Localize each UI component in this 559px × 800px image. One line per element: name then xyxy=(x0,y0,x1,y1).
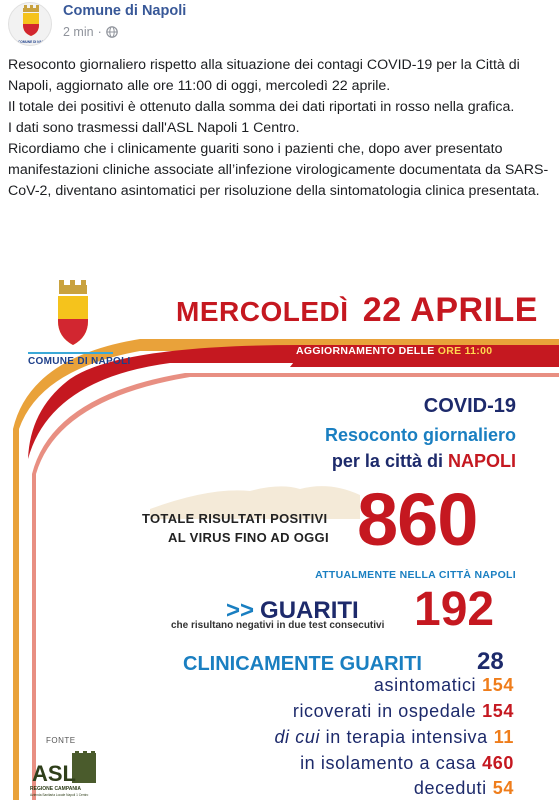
comune-logo xyxy=(38,279,108,356)
infographic-date xyxy=(176,291,538,330)
covid-infographic[interactable] xyxy=(0,259,559,800)
stat-row-asintomatici xyxy=(374,675,514,696)
logo-caption: COMUNE DI NAPOLI xyxy=(28,356,131,367)
asl-name: ASL xyxy=(32,761,76,786)
post-paragraph: Ricordiamo che i clinicamente guariti sono i pazienti che, dopo aver presentato manifestazioni cliniche associate all’infezione virologicamente documentata da SARS-CoV-2, diventano asintomatici per risoluzione della sintomatologia clinica presentata. xyxy=(8,141,549,199)
double-chevron-icon: >> xyxy=(226,597,255,624)
report-subtitle xyxy=(332,451,516,472)
update-prefix: AGGIORNAMENTO DELLE xyxy=(296,345,435,357)
post-time[interactable]: 2 min xyxy=(63,25,94,39)
comune-crest-icon xyxy=(9,3,52,46)
stat-label-italic: di cui xyxy=(274,727,321,747)
globe-icon[interactable] xyxy=(106,26,118,38)
stat-row-ricoverati xyxy=(293,701,514,722)
stat-label: ricoverati in ospedale xyxy=(292,701,477,721)
logo-wave xyxy=(28,352,113,354)
report-subtitle-prefix: per la città di xyxy=(331,451,443,471)
total-label-line2: AL VIRUS FINO AD OGGI xyxy=(168,530,329,545)
stat-value: 154 xyxy=(482,675,514,695)
post-paragraph: Resoconto giornaliero rispetto alla situazione dei contagi COVID-19 per la Città di Napoli, aggiornato alle ore 11:00 di oggi, mercoledì 22 aprile. xyxy=(8,57,520,94)
guariti-label: GUARITI xyxy=(260,597,359,624)
comune-crest-icon xyxy=(38,279,108,351)
report-city: NAPOLI xyxy=(447,451,516,471)
total-positive-value: 860 xyxy=(357,478,478,561)
page-avatar[interactable] xyxy=(8,2,52,46)
post-paragraph: I dati sono trasmessi dall'ASL Napoli 1 Centro. xyxy=(8,120,300,136)
update-time-banner xyxy=(296,345,492,357)
total-label-line1: TOTALE RISULTATI POSITIVI xyxy=(142,511,328,526)
update-time: ORE 11:00 xyxy=(437,345,493,357)
stat-value: 54 xyxy=(492,778,514,798)
post-header xyxy=(0,0,559,50)
post-text xyxy=(8,55,553,202)
stat-label: deceduti xyxy=(413,778,487,798)
stat-label: asintomatici xyxy=(373,675,477,695)
stat-value: 154 xyxy=(482,701,514,721)
stat-value: 460 xyxy=(482,753,514,773)
guariti-value: 192 xyxy=(414,583,495,636)
clinic-guariti-label: CLINICAMENTE GUARITI xyxy=(183,653,422,675)
asl-region: REGIONE CAMPANIA xyxy=(30,786,82,792)
asl-logo xyxy=(28,751,100,797)
stat-row-isolamento xyxy=(300,753,514,774)
stat-row-deceduti xyxy=(414,778,514,799)
avatar-caption: COMUNE DI NAP xyxy=(18,40,44,44)
stat-value: 11 xyxy=(493,727,514,747)
date-day: MERCOLEDÌ xyxy=(176,296,349,327)
meta-separator: · xyxy=(97,25,102,39)
clinic-guariti-value: 28 xyxy=(477,648,504,675)
post-author[interactable]: Comune di Napoli xyxy=(63,3,187,19)
guariti-subtitle: che risultano negativi in due test consecutivi xyxy=(171,620,385,631)
source-label: FONTE xyxy=(46,736,76,745)
post-meta xyxy=(63,25,118,39)
current-label: ATTUALMENTE NELLA CITTÀ NAPOLI xyxy=(315,569,516,581)
date-number: 22 APRILE xyxy=(362,291,538,329)
covid-title: COVID-19 xyxy=(423,395,516,417)
stat-label: in terapia intensiva xyxy=(325,727,488,747)
post-paragraph: Il totale dei positivi è ottenuto dalla somma dei dati riportati in rosso nella grafica. xyxy=(8,99,515,115)
asl-subtitle: Azienda Sanitaria Locale Napoli 1 Centro xyxy=(30,793,89,797)
stat-row-terapia-intensiva xyxy=(274,727,514,748)
report-title: Resoconto giornaliero xyxy=(324,425,516,445)
stat-label: in isolamento a casa xyxy=(300,753,477,773)
